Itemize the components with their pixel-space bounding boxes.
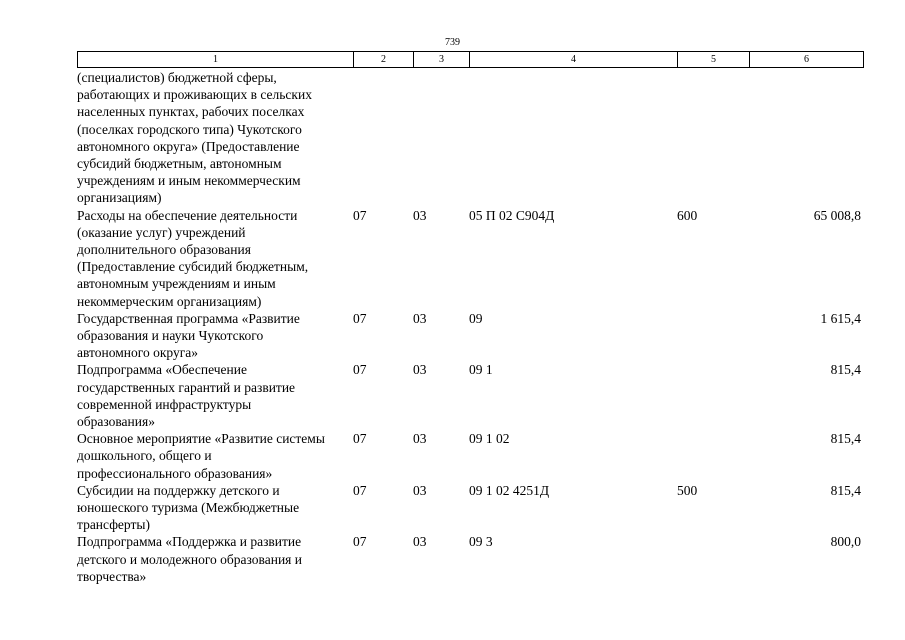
table-row [77, 69, 864, 207]
row-amount: 1 615,4 [820, 310, 861, 326]
row-target-code: 09 1 02 4251Д [469, 482, 550, 498]
row-target-code [469, 69, 677, 207]
row-subsection: 03 [413, 482, 427, 498]
header-col-1: 1 [78, 52, 354, 67]
table-row [77, 533, 864, 585]
row-expense-type: 600 [677, 207, 698, 223]
row-subsection: 03 [413, 362, 427, 378]
row-name: Подпрограмма «Обеспечение государственных гарантий и развитие современной инфраструктуры образования» [77, 362, 296, 430]
row-expense-type: 500 [677, 482, 698, 498]
row-amount: 65 008,8 [813, 207, 861, 223]
row-expense-type [677, 430, 749, 482]
row-subsection: 03 [413, 310, 427, 326]
header-col-3: 3 [414, 52, 470, 67]
table-body [77, 69, 864, 585]
row-section: 07 [353, 482, 367, 498]
row-target-code: 05 П 02 С904Д [469, 207, 555, 223]
row-amount: 800,0 [830, 534, 861, 550]
header-col-2: 2 [354, 52, 414, 67]
row-name: (специалистов) бюджетной сферы, работающих и проживающих в сельских населенных пунктах, рабочих поселках (поселках городского типа) Чукотского автономного округа» (Предоставление субсидий бюджетным, автономным учреждениям и иным некоммерческим организациям) [77, 70, 312, 206]
header-col-4: 4 [470, 52, 678, 67]
row-section: 07 [353, 362, 367, 378]
row-expense-type [677, 69, 749, 207]
table-row [77, 482, 864, 534]
header-col-5: 5 [678, 52, 750, 67]
row-subsection: 03 [413, 431, 427, 447]
row-subsection [413, 69, 469, 207]
row-amount: 815,4 [830, 431, 861, 447]
row-name: Подпрограмма «Поддержка и развитие детского и молодежного образования и творчества» [77, 534, 302, 584]
page-number: 739 [445, 37, 460, 48]
table-row [77, 310, 864, 362]
row-section: 07 [353, 534, 367, 550]
row-section [353, 69, 413, 207]
row-amount: 815,4 [830, 362, 861, 378]
row-expense-type [677, 533, 749, 585]
row-expense-type [677, 361, 749, 430]
row-target-code: 09 1 02 [469, 431, 510, 447]
row-amount [749, 69, 862, 207]
row-subsection: 03 [413, 207, 427, 223]
row-name: Субсидии на поддержку детского и юношеского туризма (Межбюджетные трансферты) [77, 482, 300, 533]
row-name: Расходы на обеспечение деятельности (оказание услуг) учреждений дополнительного образования (Предоставление субсидий бюджетным, автономным учреждениям и иным некоммерческим организациям) [77, 207, 309, 309]
row-section: 07 [353, 431, 367, 447]
row-expense-type [677, 310, 749, 362]
row-name: Основное мероприятие «Развитие системы дошкольного, общего и профессионального образования» [77, 431, 325, 481]
row-name: Государственная программа «Развитие образования и науки Чукотского автономного округа» [77, 310, 300, 361]
row-target-code: 09 [469, 310, 483, 326]
row-amount: 815,4 [830, 482, 861, 498]
row-target-code: 09 1 [469, 362, 493, 378]
row-target-code: 09 3 [469, 534, 493, 550]
table-header [77, 51, 864, 68]
table-row [77, 430, 864, 482]
row-section: 07 [353, 207, 367, 223]
row-section: 07 [353, 310, 367, 326]
header-col-6: 6 [804, 54, 809, 65]
table-row [77, 361, 864, 430]
row-subsection: 03 [413, 534, 427, 550]
table-row [77, 207, 864, 310]
